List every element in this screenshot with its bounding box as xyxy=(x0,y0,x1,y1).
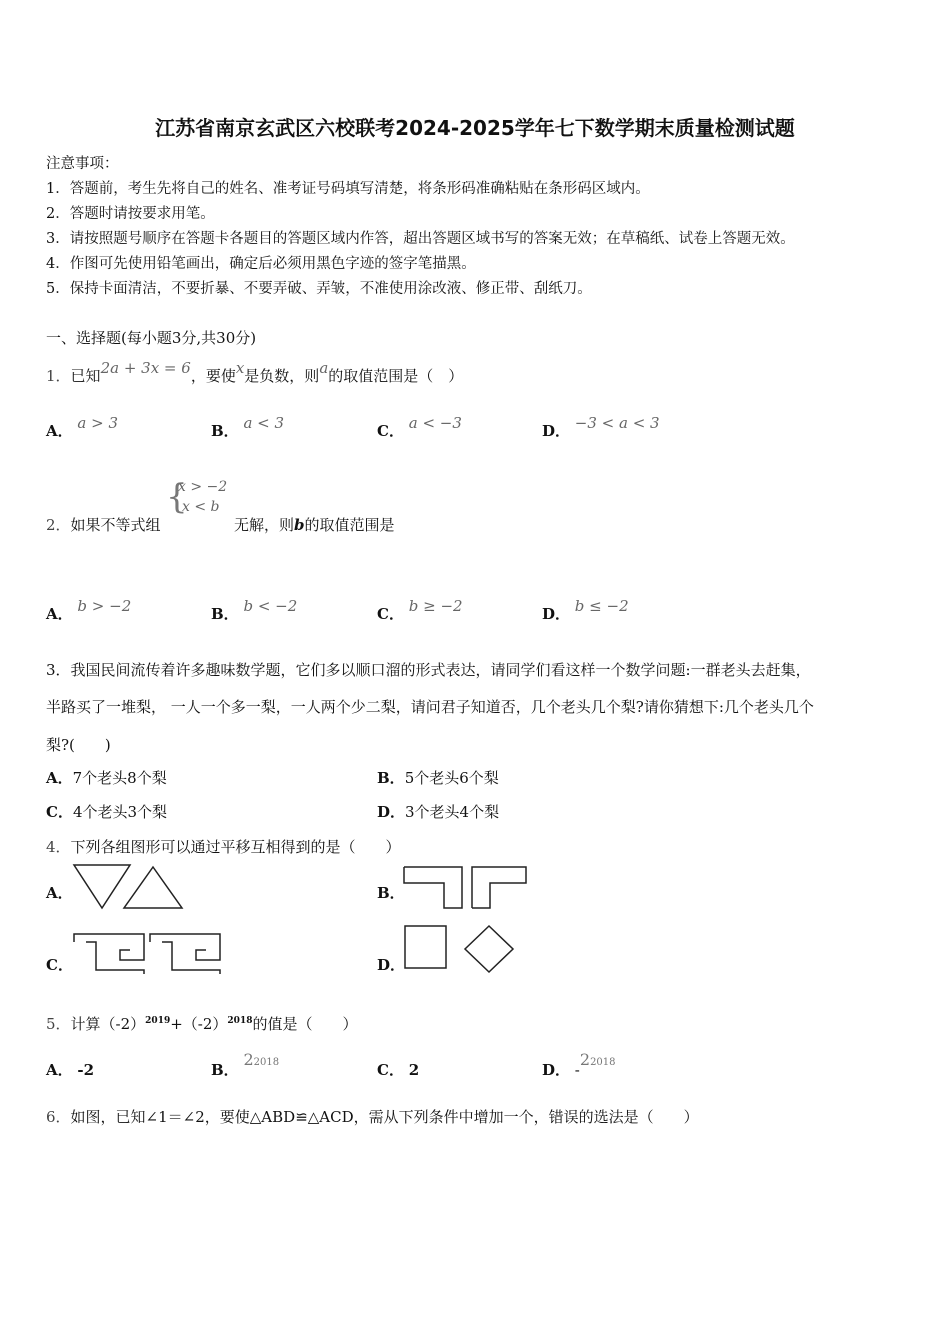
equation: 2a + 3x = 6 xyxy=(100,359,191,377)
option-b[interactable]: B． a < 3 xyxy=(211,414,285,440)
option-c[interactable]: C． a < −3 xyxy=(377,414,462,440)
option-a[interactable]: A． a > 3 xyxy=(46,414,119,440)
option-c[interactable]: C．4个老头3个梨 xyxy=(46,803,168,821)
notice-item: 1．答题前，考生先将自己的姓名、准考证号码填写清楚，将条形码准确粘贴在条形码区域内。 xyxy=(46,181,650,197)
notice-item: 4．作图可先使用铅笔画出，确定后必须用黑色字迹的签字笔描黑。 xyxy=(46,256,476,272)
question-number: 5． xyxy=(46,1015,71,1033)
option-a[interactable]: A． -2 xyxy=(46,1061,95,1079)
question-3-line: 半路买了一堆梨， 一人一个多一梨，一人两个少二梨，请问君子知道否，几个老头几个梨?请你猜想下:几个老头几个 xyxy=(46,698,814,716)
variable: x xyxy=(235,359,245,377)
question-number: 4． xyxy=(46,838,71,856)
option-a[interactable]: A． xyxy=(46,884,73,902)
meander-figure xyxy=(72,932,224,976)
question-6: 6．如图，已知∠1＝∠2，要使△ABD≌△ACD，需从下列条件中增加一个，错误的选法是（ ） xyxy=(46,1108,699,1126)
question-3-line: 3．我国民间流传着许多趣味数学题，它们多以顺口溜的形式表达，请同学们看这样一个数学问题:一群老头去赶集， xyxy=(46,661,811,679)
option-b[interactable]: B． b < −2 xyxy=(211,597,298,623)
question-number: 1． xyxy=(46,367,71,385)
l-shapes-figure xyxy=(402,865,530,911)
question-5: 5．计算$(-2)^{2019}+(-2)^{2018}$的值是（ ） xyxy=(46,1015,358,1033)
question-3-line: 梨?( ) xyxy=(46,736,111,754)
section-heading: 一、选择题(每小题3分,共30分) xyxy=(46,329,257,347)
question-number: 2． xyxy=(46,516,71,534)
option-d[interactable]: D． b ≤ −2 xyxy=(542,597,629,623)
option-b[interactable]: B．5个老头6个梨 xyxy=(377,769,499,787)
question-1: 1．已知2a + 3x = 6，要使x是负数，则a的取值范围是（ ） xyxy=(46,359,464,385)
triangles-figure xyxy=(72,862,187,912)
page-title: 江苏省南京玄武区六校联考2024-2025学年七下数学期末质量检测试题 xyxy=(155,116,795,140)
option-b[interactable]: B． xyxy=(377,884,405,902)
option-d[interactable]: D． −3 < a < 3 xyxy=(542,414,660,440)
variable: a xyxy=(319,359,329,377)
option-c[interactable]: C． xyxy=(46,956,73,974)
question-number: 6． xyxy=(46,1108,71,1126)
option-a[interactable]: A． b > −2 xyxy=(46,597,132,623)
notice-heading: 注意事项： xyxy=(46,156,119,172)
option-d[interactable]: D．3个老头4个梨 xyxy=(377,803,500,821)
brace-icon: { xyxy=(166,477,188,517)
option-c[interactable]: C． 2 xyxy=(377,1061,420,1079)
question-2-tail: 无解，则b的取值范围是 xyxy=(234,516,395,534)
option-d[interactable]: D． $-2^{2018}$ xyxy=(542,1050,616,1079)
option-d[interactable]: D． xyxy=(377,956,406,974)
notice-item: 5．保持卡面清洁，不要折暴、不要弄破、弄皱，不准使用涂改液、修正带、刮纸刀。 xyxy=(46,281,592,297)
option-c[interactable]: C． b ≥ −2 xyxy=(377,597,463,623)
option-a[interactable]: A．7个老头8个梨 xyxy=(46,769,167,787)
question-2: 2．如果不等式组 xyxy=(46,516,161,534)
option-b[interactable]: B． $2^{2018}$ xyxy=(211,1050,280,1079)
notice-item: 3．请按照题号顺序在答题卡各题目的答题区域内作答，超出答题区域书写的答案无效；在草稿纸、试卷上答题无效。 xyxy=(46,231,795,247)
question-4: 4．下列各组图形可以通过平移互相得到的是（ ） xyxy=(46,838,401,856)
square-diamond-figure xyxy=(403,924,518,974)
notice-item: 2．答题时请按要求用笔。 xyxy=(46,206,215,222)
